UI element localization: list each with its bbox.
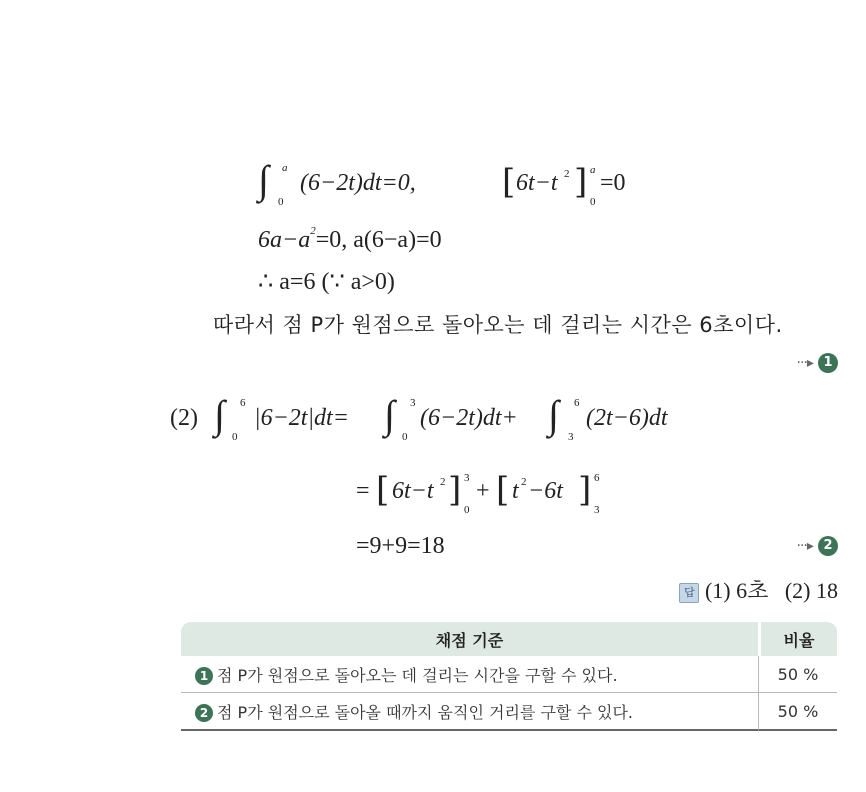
step-number-icon: 2 — [818, 536, 838, 556]
equation-part: =0, a(6−a)=0 — [315, 227, 442, 253]
table-header-row — [181, 622, 837, 656]
integral-sign: ∫ — [214, 392, 225, 437]
criteria-cell — [181, 693, 758, 731]
exponent: 2 — [564, 168, 570, 180]
right-bracket: ] — [448, 470, 462, 510]
exponent: 2 — [440, 476, 446, 488]
left-bracket: [ — [496, 470, 510, 510]
step-marker-1 — [797, 352, 838, 373]
integral-expression: |6−2t|dt= — [254, 405, 349, 431]
step-number-icon: 1 — [195, 667, 213, 685]
integral-expression: (2t−6)dt — [586, 405, 668, 431]
lower-limit: 0 — [590, 196, 596, 208]
left-bracket: [ — [502, 162, 516, 202]
equals-zero: =0 — [600, 170, 626, 196]
criteria-text: 점 P가 원점으로 돌아올 때까지 움직인 거리를 구할 수 있다. — [217, 702, 633, 722]
lower-limit: 3 — [568, 431, 574, 443]
plus: + — [476, 478, 490, 504]
equals: = — [356, 478, 370, 504]
lower-limit: 3 — [594, 504, 600, 516]
part2-line-1 — [170, 392, 730, 445]
equation-line-2 — [258, 227, 442, 254]
answer-icon: 답 — [679, 583, 699, 603]
right-bracket: ] — [578, 470, 592, 510]
right-bracket: ] — [574, 162, 588, 202]
upper-limit: 6 — [594, 472, 600, 484]
lower-limit: 0 — [232, 431, 238, 443]
upper-limit: 3 — [464, 472, 470, 484]
rate-cell: 50 % — [758, 693, 837, 731]
header-rate: 비율 — [758, 622, 837, 656]
upper-limit: 6 — [574, 397, 580, 409]
lower-limit: 0 — [402, 431, 408, 443]
equation-line-3: ∴ a=6 (∵ a>0) — [258, 269, 395, 295]
upper-limit: a — [282, 162, 288, 174]
upper-limit: 3 — [410, 397, 416, 409]
integral-expression: (6−2t)dt=0, — [300, 170, 416, 196]
lower-limit: 0 — [464, 504, 470, 516]
part-label: (2) — [170, 405, 198, 431]
table-row — [181, 656, 837, 693]
answer-text: (1) 6초 (2) 18 — [704, 578, 838, 603]
part2-line-2 — [356, 468, 656, 518]
answer-line — [679, 574, 838, 605]
rate-cell: 50 % — [758, 656, 837, 693]
step-marker-2 — [797, 535, 838, 556]
antiderivative: 6t−t — [516, 170, 558, 196]
integral-sign: ∫ — [548, 392, 559, 437]
marker-arrow: ···▸ — [796, 355, 813, 371]
integral-expression: (6−2t)dt+ — [420, 405, 518, 431]
criteria-cell — [181, 656, 758, 693]
integral-sign: ∫ — [384, 392, 395, 437]
marker-arrow: ···▸ — [796, 538, 813, 554]
left-bracket: [ — [376, 470, 390, 510]
antiderivative: 6t−t — [392, 478, 434, 504]
antiderivative: t — [512, 478, 519, 504]
equation-part: 6a−a — [258, 227, 311, 253]
lower-limit: 0 — [278, 196, 284, 208]
part2-line-3: =9+9=18 — [356, 533, 445, 559]
header-criteria: 채점 기준 — [181, 622, 758, 656]
exponent: 2 — [310, 225, 316, 237]
integral-sign: ∫ — [258, 157, 269, 202]
step-number-icon: 2 — [195, 704, 213, 722]
antiderivative: −6t — [528, 478, 563, 504]
upper-limit: 6 — [240, 397, 246, 409]
upper-limit: a — [590, 164, 596, 176]
step-number-icon: 1 — [818, 353, 838, 373]
table-row — [181, 693, 837, 731]
criteria-text: 점 P가 원점으로 돌아오는 데 걸리는 시간을 구할 수 있다. — [217, 665, 618, 685]
exponent: 2 — [521, 476, 527, 488]
conclusion-sentence: 따라서 점 P가 원점으로 돌아오는 데 걸리는 시간은 6초이다. — [213, 313, 783, 337]
grading-table — [181, 622, 837, 731]
equation-line-1 — [258, 157, 658, 210]
